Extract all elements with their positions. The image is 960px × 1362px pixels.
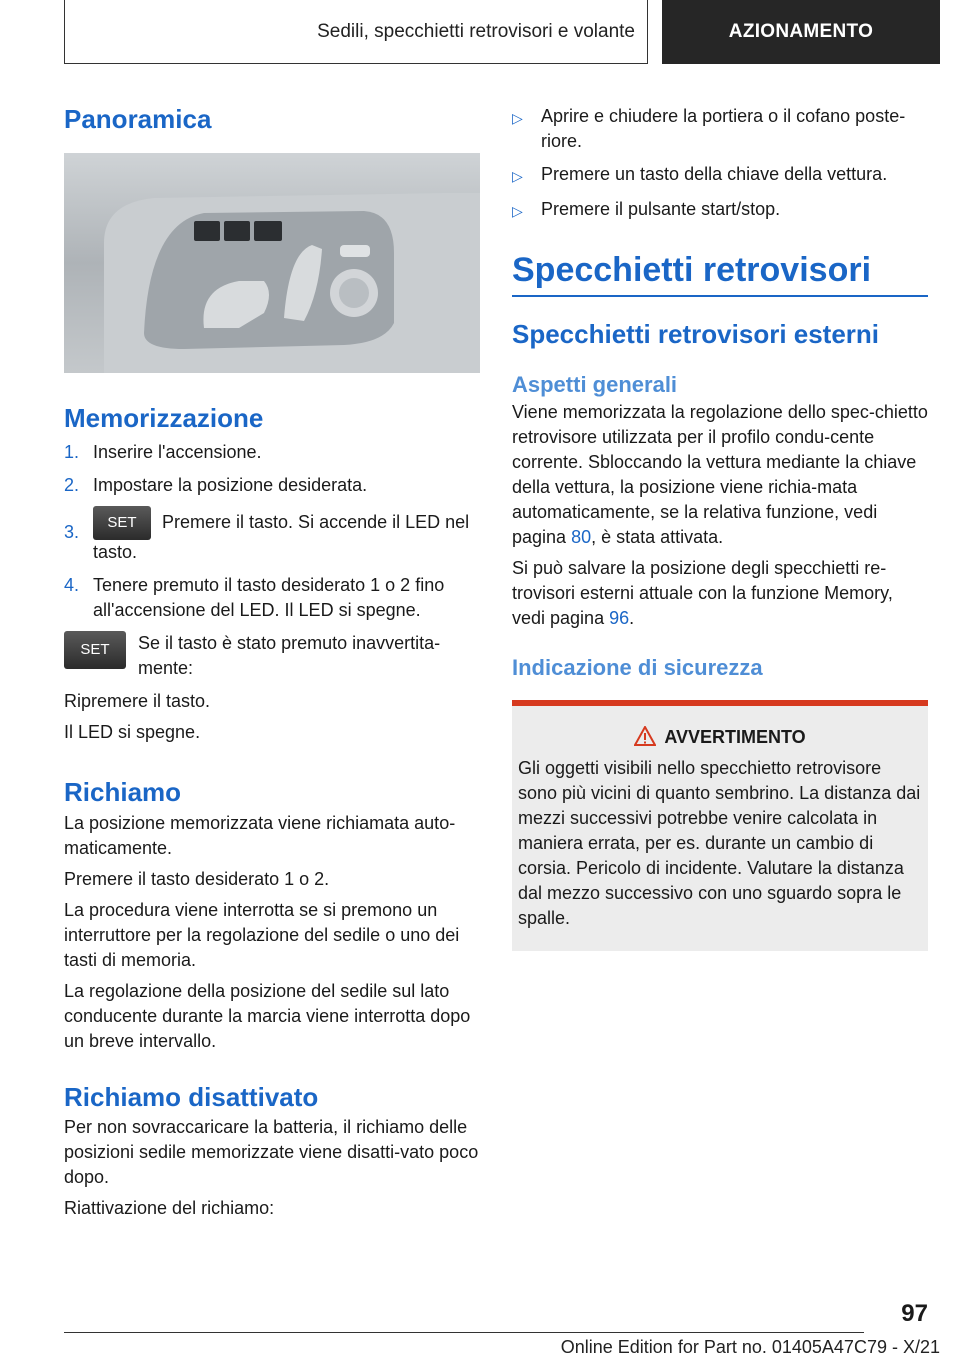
triangle-bullet-icon: ▷ — [512, 110, 523, 126]
step-number: 1. — [64, 442, 80, 463]
list-item — [512, 104, 928, 154]
set-button-icon: SET — [93, 506, 151, 540]
paragraph: Viene memorizzata la regolazione dello spec-chietto retrovisore utilizzata per il profilo condu-cente corrente. Sbloccando la vettura mediante la chiave della vettura, la posizione viene richia-mata automaticamente, se la relativa funzione, vedi pagina 80, è stata attivata. — [512, 402, 928, 548]
footer-rule — [64, 1332, 864, 1333]
heading-indicazione-sicurezza: Indicazione di sicurezza — [512, 655, 763, 681]
list-item — [64, 440, 480, 465]
paragraph: Il LED si spegne. — [64, 722, 201, 743]
heading-specchietti-retrovisori: Specchietti retrovisori — [512, 251, 872, 289]
left-column — [64, 96, 480, 1221]
heading-richiamo: Richiamo — [64, 777, 182, 808]
heading-aspetti-generali: Aspetti generali — [512, 371, 678, 397]
step-number: 4. — [64, 575, 80, 596]
note-text: Se il tasto è stato premuto inavvertita-mente: — [138, 633, 441, 679]
list-item — [64, 573, 480, 623]
heading-rule — [512, 295, 928, 297]
seat-controls-illustration — [64, 153, 480, 373]
warning-text: Gli oggetti visibili nello specchietto retrovisore sono più vicini di quanto sembrino. La distanza dai mezzi successivi potrebbe venire calcolata in maniera errata, per es. durante un cambio di corsia. Pericolo di incidente. Valutare la distanza dal mezzo successivo con uno sguardo sopra le spalle. — [518, 757, 921, 928]
paragraph: Si può salvare la posizione degli specchietti re-trovisori esterni attuale con la funzione Memory, vedi pagina 96. — [512, 558, 893, 629]
triangle-bullet-icon: ▷ — [512, 203, 523, 219]
step-number: 2. — [64, 475, 80, 496]
step-text: Impostare la posizione desiderata. — [93, 475, 368, 496]
heading-memorizzazione: Memorizzazione — [64, 403, 264, 434]
page-number: 97 — [901, 1300, 928, 1327]
steps-list — [64, 440, 480, 623]
bullet-text: Premere un tasto della chiave della vettura. — [541, 164, 888, 184]
paragraph: La procedura viene interrotta se si premono un interruttore per la regolazione del sedile o uno dei tasti di memoria. — [64, 899, 460, 970]
page-link-96[interactable]: 96 — [609, 608, 630, 629]
page-link-80[interactable]: 80 — [571, 527, 592, 548]
list-item — [512, 162, 928, 189]
step-text: SET Premere il tasto. Si accende il LED nel tasto. — [93, 506, 480, 565]
bullet-text: Premere il pulsante start/stop. — [541, 199, 781, 219]
paragraph: Premere il tasto desiderato 1 o 2. — [64, 868, 330, 889]
paragraph: La regolazione della posizione del sedile sul lato conducente durante la marcia viene interrotta dopo un breve intervallo. — [64, 980, 471, 1051]
bullet-text: Aprire e chiudere la portiera o il cofano poste-riore. — [541, 106, 906, 151]
step-text: Tenere premuto il tasto desiderato 1 o 2 fino all'accensione del LED. Il LED si spegne. — [93, 575, 445, 621]
seat-controls-photo — [64, 153, 480, 373]
paragraph: La posizione memorizzata viene richiamata auto-maticamente. — [64, 812, 456, 858]
warning-box — [512, 700, 928, 951]
list-item — [64, 473, 480, 498]
bullet-list — [512, 104, 928, 224]
step-text: Inserire l'accensione. — [93, 442, 262, 463]
heading-richiamo-disattivato: Richiamo disattivato — [64, 1081, 319, 1112]
running-header-section: Sedili, specchietti retrovisori e volante — [64, 0, 648, 64]
running-header-chapter: AZIONAMENTO — [662, 0, 940, 64]
paragraph: Riattivazione del richiamo: — [64, 1197, 275, 1218]
paragraph: Per non sovraccaricare la batteria, il richiamo delle posizioni sedile memorizzate viene disatti-vato poco dopo. — [64, 1116, 479, 1187]
paragraph: Ripremere il tasto. — [64, 691, 211, 712]
footer-edition: Online Edition for Part no. 01405A47C79 - X/21 — [560, 1337, 940, 1357]
note-block — [64, 631, 480, 681]
set-button-icon: SET — [64, 631, 126, 669]
right-column — [512, 96, 928, 951]
list-item — [512, 197, 928, 224]
warning-triangle-icon — [634, 726, 656, 746]
heading-panoramica: Panoramica — [64, 104, 212, 134]
heading-specchietti-esterni: Specchietti retrovisori esterni — [512, 318, 880, 349]
list-item — [64, 506, 480, 565]
step-number: 3. — [64, 522, 80, 543]
triangle-bullet-icon: ▷ — [512, 168, 523, 184]
warning-title: AVVERTIMENTO — [518, 726, 922, 748]
